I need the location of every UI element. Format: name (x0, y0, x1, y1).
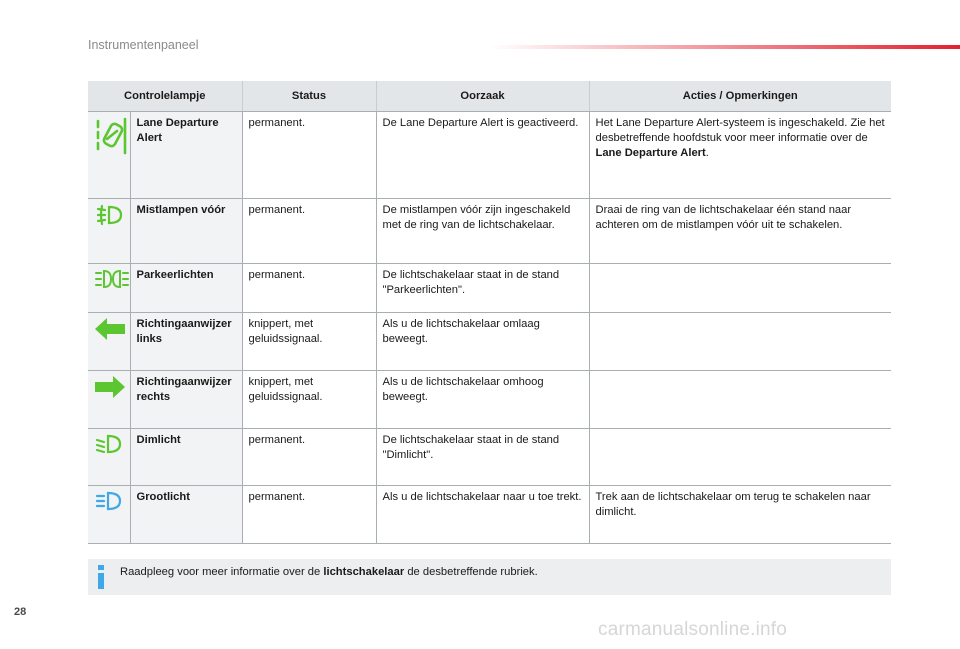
lamp-status: permanent. (242, 486, 376, 544)
lamp-cause: Als u de lichtschakelaar omhoog beweegt. (376, 371, 589, 429)
lamp-name: Richtingaanwijzer links (130, 313, 242, 371)
lamp-name: Grootlicht (130, 486, 242, 544)
note-text-end: de desbetreffende rubriek. (404, 566, 538, 578)
front-fog-lamp-icon (94, 203, 124, 227)
table-row (88, 429, 891, 486)
lamp-status: permanent. (242, 199, 376, 264)
lamp-cause: De lichtschakelaar staat in de stand "Dimlicht". (376, 429, 589, 486)
note-text-start: Raadpleeg voor meer informatie over de (120, 566, 324, 578)
info-note-text (120, 565, 538, 579)
info-icon (96, 565, 106, 589)
action-bold-text: Lane Departure Alert (595, 147, 706, 159)
action-text: Draai de ring van de lichtschakelaar één stand naar achteren om de mistlampen vóór uit te schakelen. (595, 204, 852, 231)
table-header-row (88, 81, 891, 112)
lamp-action (589, 313, 891, 371)
note-text-bold: lichtschakelaar (323, 566, 405, 578)
lamp-status: permanent. (242, 429, 376, 486)
lamp-cause: Als u de lichtschakelaar naar u toe trekt. (376, 486, 589, 544)
warning-lamps-table (88, 81, 891, 544)
lamp-name: Dimlicht (130, 429, 242, 486)
table-row (88, 371, 891, 429)
action-text-end: . (705, 147, 709, 159)
lamp-status: permanent. (242, 264, 376, 313)
lamp-name: Mistlampen vóór (130, 199, 242, 264)
lamp-action (589, 429, 891, 486)
table-row (88, 264, 891, 313)
parking-lights-icon (94, 268, 130, 290)
page-number: 28 (14, 606, 27, 618)
lamp-cause: Als u de lichtschakelaar omlaag beweegt. (376, 313, 589, 371)
lane-departure-icon (94, 116, 130, 156)
high-beam-icon (94, 490, 124, 512)
table-row (88, 112, 891, 199)
lamp-action (589, 486, 891, 544)
lamp-status: knippert, met geluidssignaal. (242, 313, 376, 371)
lamp-name: Richtingaanwijzer rechts (130, 371, 242, 429)
lamp-cause: De lichtschakelaar staat in de stand "Parkeerlichten". (376, 264, 589, 313)
lamp-cause: De Lane Departure Alert is geactiveerd. (376, 112, 589, 199)
action-text: Trek aan de lichtschakelaar om terug te schakelen naar dimlicht. (595, 491, 871, 518)
lamp-status: permanent. (242, 112, 376, 199)
lamp-action (589, 112, 891, 199)
watermark: carmanualsonline.info (598, 619, 788, 640)
header-acties: Acties / Opmerkingen (589, 81, 891, 112)
turn-signal-left-icon (94, 317, 126, 341)
lamp-action (589, 264, 891, 313)
title-accent-bar (490, 45, 960, 49)
lamp-action (589, 371, 891, 429)
info-note (88, 559, 891, 595)
table-row (88, 486, 891, 544)
action-text: Het Lane Departure Alert-systeem is ingeschakeld. Zie het desbetreffende hoofdstuk voor meer informatie over de (595, 117, 885, 144)
table-row (88, 313, 891, 371)
table-row (88, 199, 891, 264)
section-title: Instrumentenpaneel (88, 38, 199, 52)
lamp-name: Parkeerlichten (130, 264, 242, 313)
low-beam-icon (94, 433, 124, 455)
header-oorzaak: Oorzaak (376, 81, 589, 112)
turn-signal-right-icon (94, 375, 126, 399)
lamp-status: knippert, met geluidssignaal. (242, 371, 376, 429)
lamp-action (589, 199, 891, 264)
lamp-cause: De mistlampen vóór zijn ingeschakeld met de ring van de lichtschakelaar. (376, 199, 589, 264)
header-status: Status (242, 81, 376, 112)
lamp-name: Lane Departure Alert (130, 112, 242, 199)
header-controlelampje: Controlelampje (88, 81, 242, 112)
